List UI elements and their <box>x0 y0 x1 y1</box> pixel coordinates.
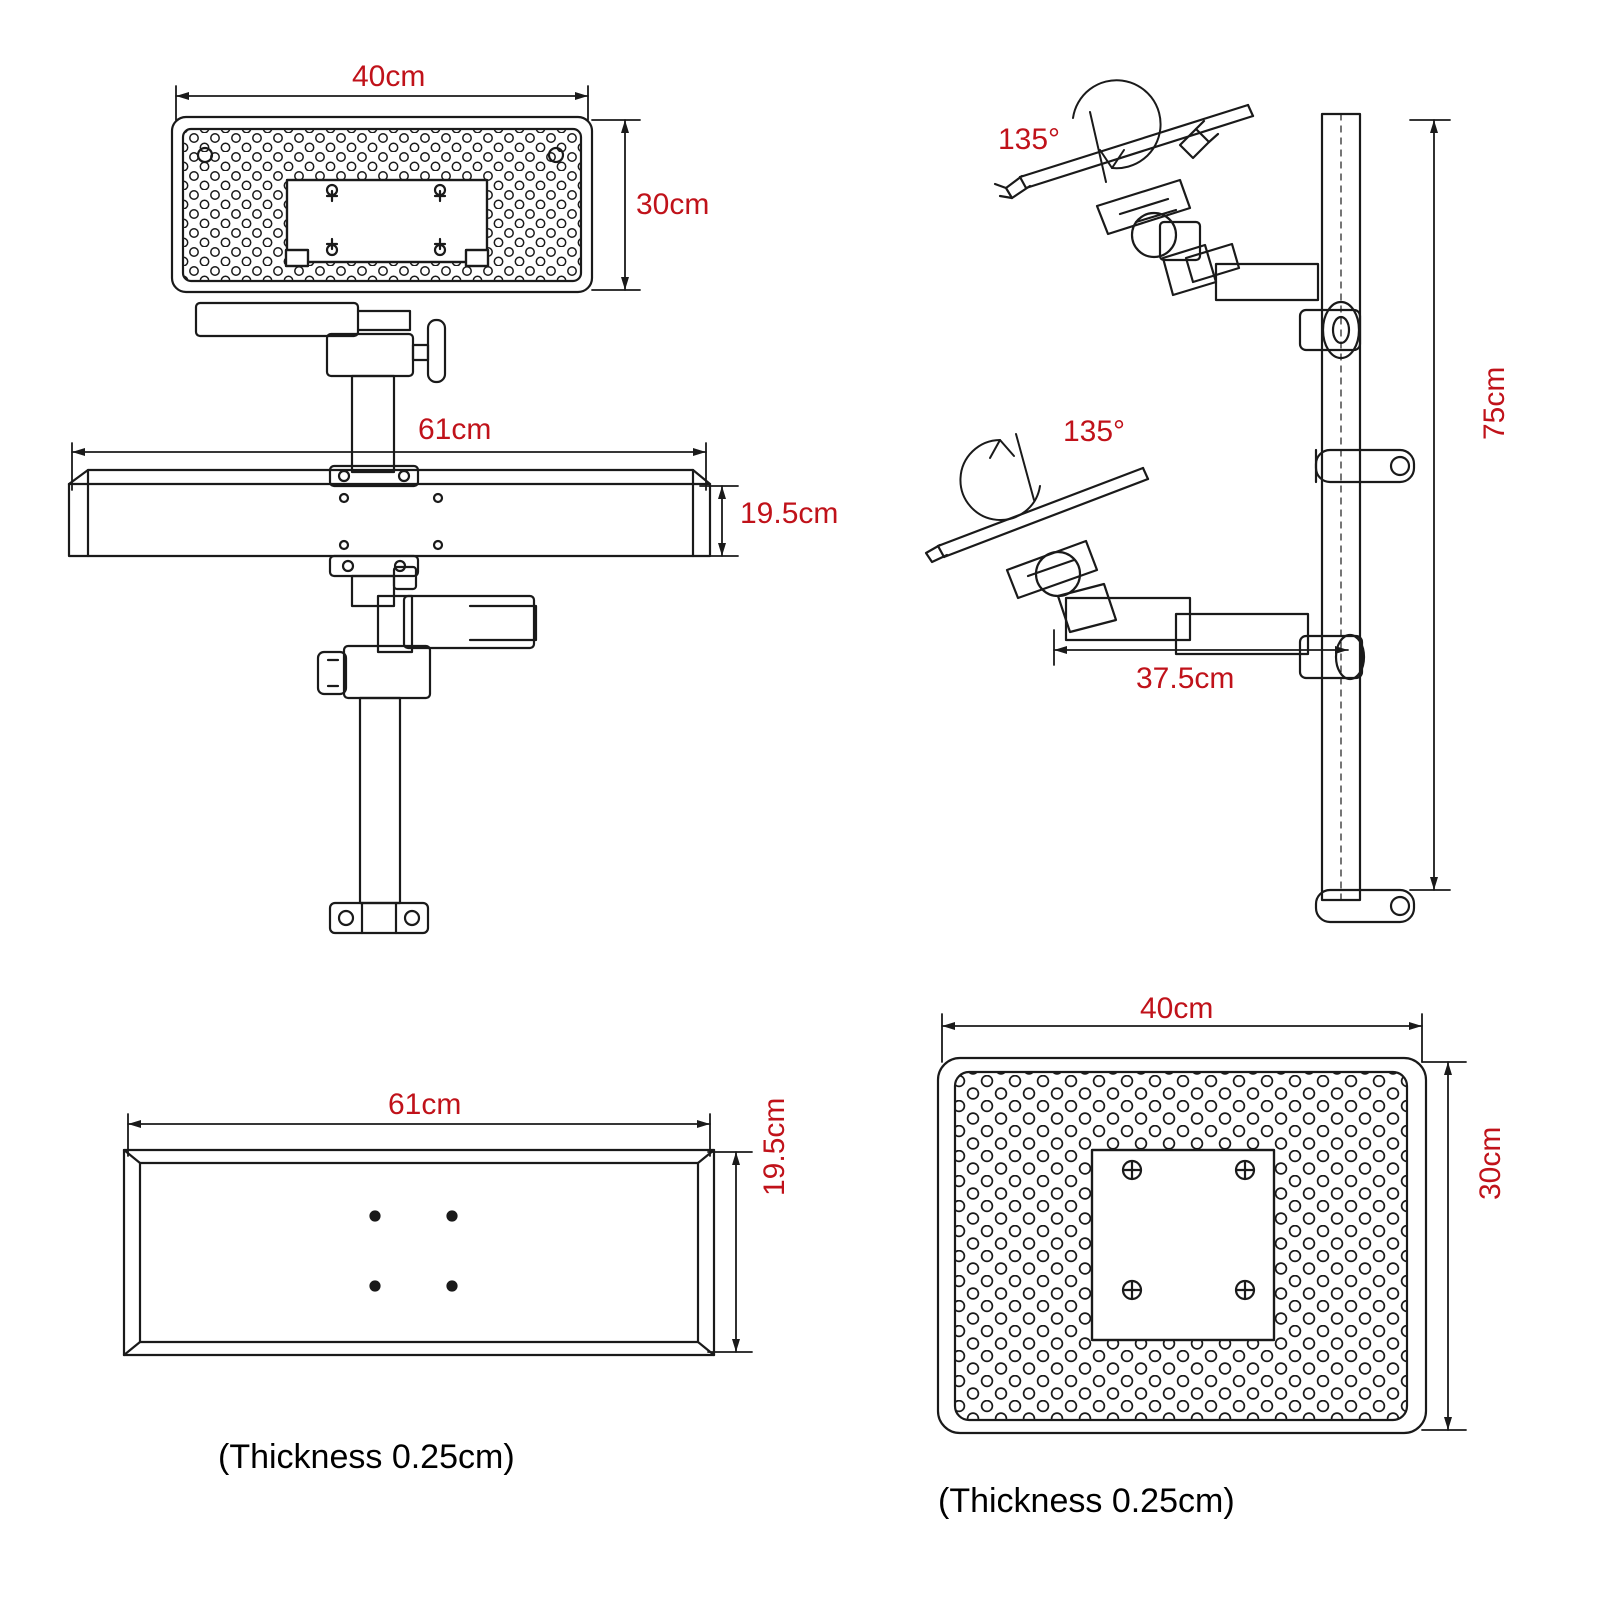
front-assembly-geometry <box>69 117 710 933</box>
keyboard-tray-plan-geometry <box>124 1150 714 1355</box>
tilt-angle-symbols <box>960 80 1160 520</box>
dim-keyboard-tray-width: 61cm <box>418 413 492 446</box>
angle-label-bottom: 135° <box>1063 415 1126 448</box>
dim-plan-tray-depth: 19.5cm <box>758 1097 791 1196</box>
dim-keyboard-tray-depth: 19.5cm <box>740 497 839 530</box>
dim-plan-plate-width: 40cm <box>1140 992 1214 1025</box>
note-plate-thickness: (Thickness 0.25cm) <box>938 1482 1235 1520</box>
dim-monitor-plate-width: 40cm <box>352 60 426 93</box>
dim-pole-height: 75cm <box>1478 366 1511 440</box>
dim-plan-plate-height: 30cm <box>1474 1126 1507 1200</box>
monitor-plate-plan-geometry <box>938 1058 1426 1433</box>
note-tray-thickness: (Thickness 0.25cm) <box>218 1438 515 1476</box>
side-assembly-geometry <box>926 105 1414 922</box>
dim-plan-tray-width: 61cm <box>388 1088 462 1121</box>
side-assembly-dimensions <box>1054 120 1450 890</box>
dim-arm-reach: 37.5cm <box>1136 662 1235 695</box>
angle-label-top: 135° <box>998 123 1061 156</box>
dim-monitor-plate-height: 30cm <box>636 188 710 221</box>
